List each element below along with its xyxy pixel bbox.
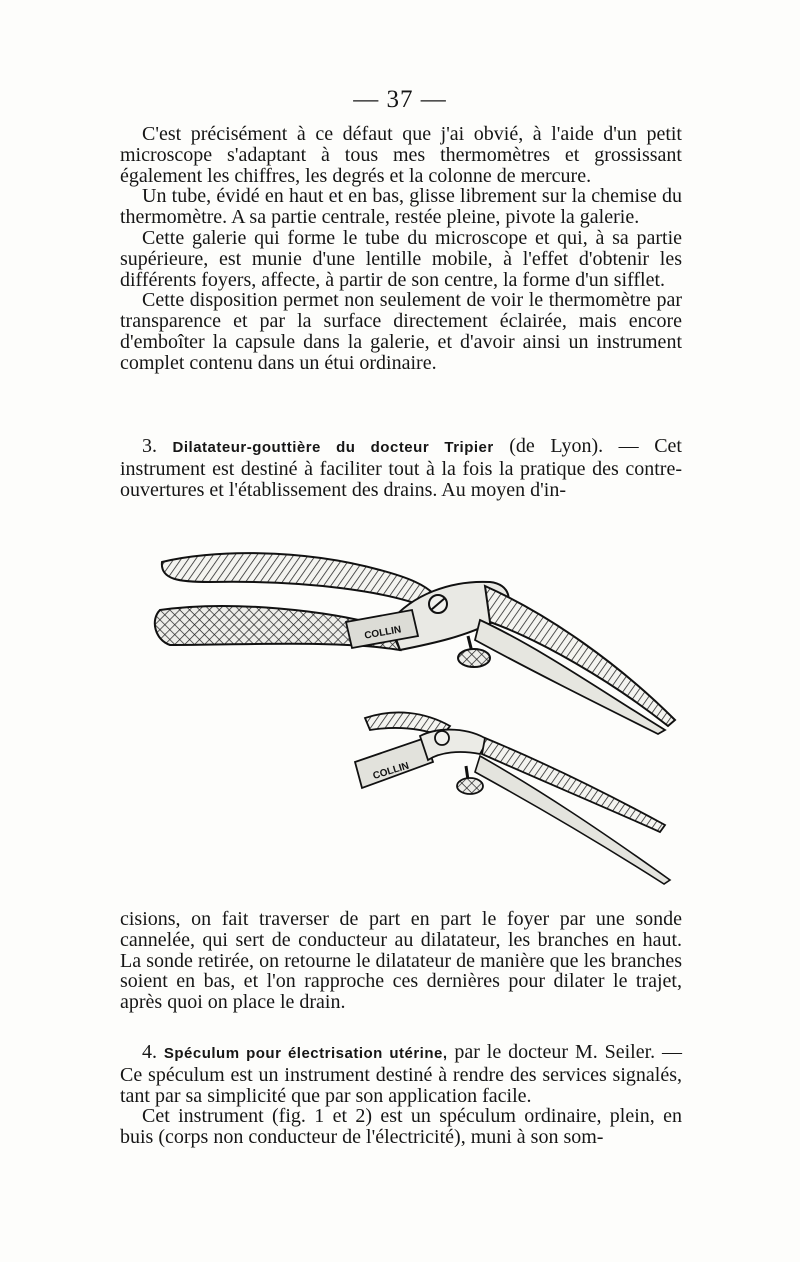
section-number: 4. bbox=[142, 1041, 157, 1063]
hinge-screw bbox=[435, 731, 449, 745]
adjust-knob bbox=[458, 649, 490, 667]
paragraph: Un tube, évidé en haut et en bas, glisse librement sur la chemise du thermomètre. A sa partie centrale, restée pleine, pivote la galerie. bbox=[120, 185, 682, 229]
engraving-text: COLLIN bbox=[363, 624, 403, 642]
paragraph: Cet instrument (fig. 1 et 2) est un spéculum ordinaire, plein, en buis (corps non conducteur de l'électricité), muni à son som- bbox=[120, 1105, 682, 1149]
lower-instrument bbox=[355, 712, 670, 884]
page-number: — 37 — bbox=[353, 86, 447, 113]
section-title: Dilatateur-gouttière du docteur Tripier bbox=[172, 439, 494, 456]
continuation-block bbox=[120, 909, 682, 1013]
section-3-paragraph bbox=[120, 436, 682, 500]
paragraph: Cette disposition permet non seulement de voir le thermomètre par transparence et par la surface directement éclairée, mais encore d'emboîter la capsule dans la galerie, et d'avoir ainsi un instrument complet contenu dans un étui ordinaire. bbox=[120, 289, 682, 374]
upper-instrument bbox=[155, 553, 675, 734]
paragraph: Cette galerie qui forme le tube du microscope et qui, à sa partie supérieure, est munie d'une lentille mobile, à l'effet d'obtenir les différents foyers, affecte, à partir de son centre, la forme d'un sifflet. bbox=[120, 226, 682, 291]
section-3-block bbox=[120, 436, 682, 500]
engraving-text: COLLIN bbox=[371, 760, 411, 782]
section-title: Spéculum pour électrisation utérine, bbox=[163, 1045, 448, 1062]
section-body: par le docteur M. Seiler. — Ce spéculum est un instrument destiné à rendre des services signalés, tant par sa simplicité que par son application facile. bbox=[120, 1041, 683, 1107]
paragraph: cisions, on fait traverser de part en part le foyer par une sonde cannelée, qui sert de conducteur au dilatateur, les branches en haut. La sonde retirée, on retourne le dilatateur de manière que les branches soient en bas, et l'on rapproche ces dernières pour dilater le trajet, après quoi on place le drain. bbox=[120, 908, 682, 1014]
section-4-paragraph bbox=[120, 1042, 682, 1106]
section-origin: (de Lyon). bbox=[509, 435, 604, 457]
section-body: — Cet instrument est destiné à faciliter tout à la fois la pratique des contre-ouvertures et l'établissement des drains. Au moyen d'in- bbox=[120, 435, 682, 501]
adjust-knob bbox=[457, 778, 483, 794]
dilator-figure bbox=[150, 540, 680, 890]
dilator-engraving bbox=[150, 540, 680, 890]
paragraph: C'est précisément à ce défaut que j'ai obvié, à l'aide d'un petit microscope s'adaptant à tous mes thermomètres et grossissant également les chiffres, les degrés et la colonne de mercure. bbox=[120, 123, 682, 187]
section-4-block bbox=[120, 1042, 682, 1148]
intro-text-block bbox=[120, 124, 682, 374]
section-number: 3. bbox=[142, 435, 157, 457]
